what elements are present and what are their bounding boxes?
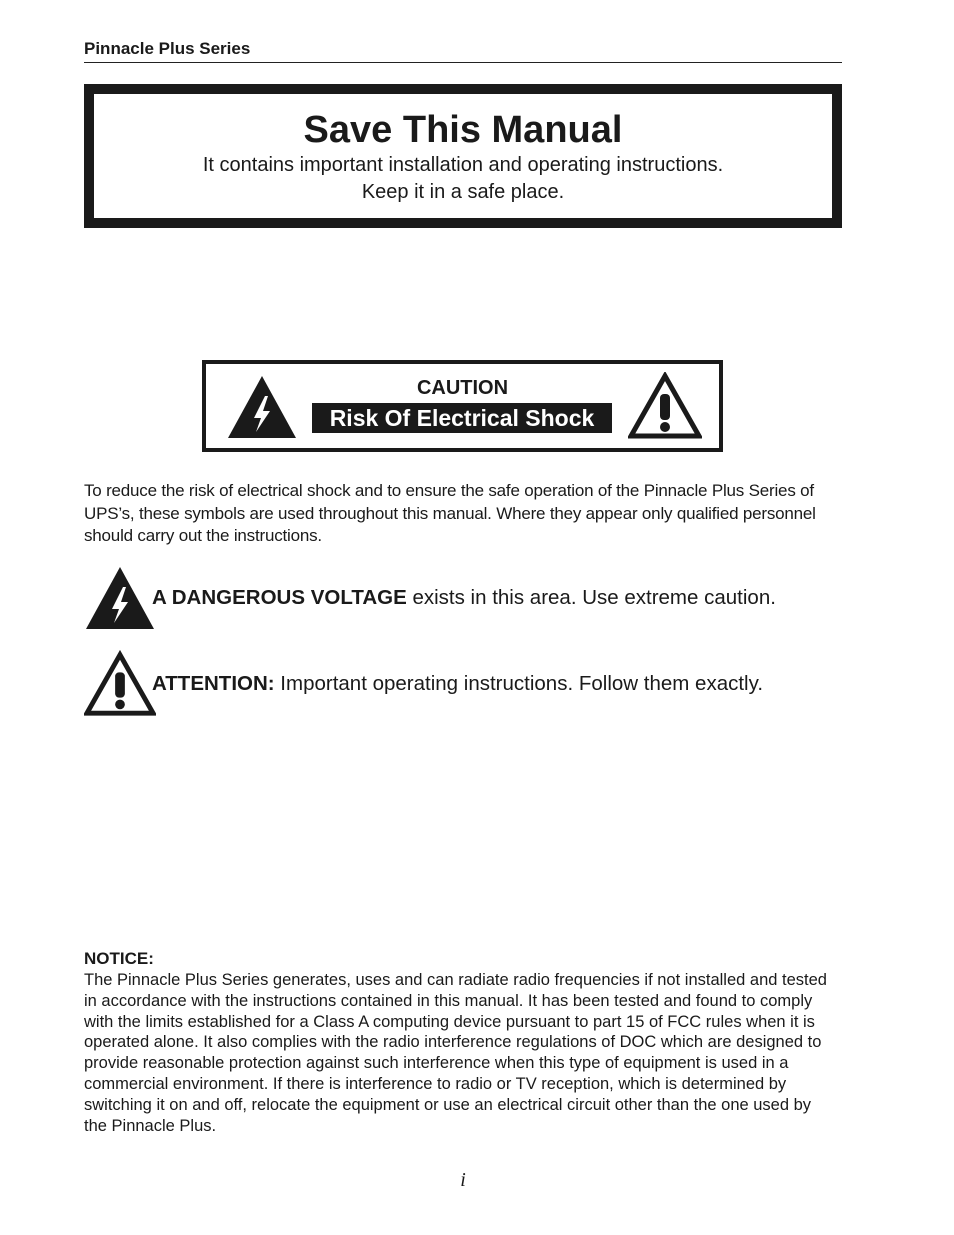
caution-label: CAUTION	[416, 377, 509, 399]
risk-label: Risk Of Electrical Shock	[312, 403, 612, 433]
save-manual-box	[84, 84, 842, 228]
intro-paragraph: To reduce the risk of electrical shock and to ensure the safe operation of the Pinnacle Plus Series of UPS’s, these symbols are used throughout this manual. Where they appear only qualified personnel should carry out the instructions.	[84, 481, 816, 545]
exclamation-warning-icon	[84, 650, 156, 718]
page-number: i	[460, 1169, 466, 1191]
high-voltage-icon	[84, 565, 156, 631]
caution-box	[202, 360, 723, 452]
dangerous-voltage-line	[152, 585, 776, 611]
dangerous-voltage-label: A DANGEROUS VOLTAGE	[152, 586, 407, 609]
attention-line	[152, 671, 763, 697]
attention-label: ATTENTION:	[152, 672, 275, 695]
notice-body: The Pinnacle Plus Series generates, uses and can radiate radio frequencies if not installed and tested in accordance with the instructions contained in this manual. It has been tested and found to comply with the limits established for a Class A computing device pursuant to part 15 of FCC rules when it is operated alone. It also complies with the radio interference regulations of DOC which are designed to provide reasonable protection against such interference when this type of equipment is used in a commercial environment. If there is interference to radio or TV reception, which is determined by switching it on and off, relocate the equipment or use an electrical circuit other than the one used by the Pinnacle Plus.	[84, 971, 827, 1135]
save-manual-line-1: It contains important installation and operating instructions.	[202, 154, 724, 176]
save-manual-line-2: Keep it in a safe place.	[361, 181, 565, 203]
save-manual-title: Save This Manual	[303, 109, 623, 151]
notice-title: NOTICE:	[84, 949, 154, 968]
running-header: Pinnacle Plus Series	[84, 38, 842, 63]
save-manual-inner	[94, 94, 832, 218]
exclamation-warning-icon	[628, 372, 702, 440]
dangerous-voltage-text: exists in this area. Use extreme caution.	[406, 586, 776, 609]
attention-text: Important operating instructions. Follow them exactly.	[274, 672, 764, 695]
